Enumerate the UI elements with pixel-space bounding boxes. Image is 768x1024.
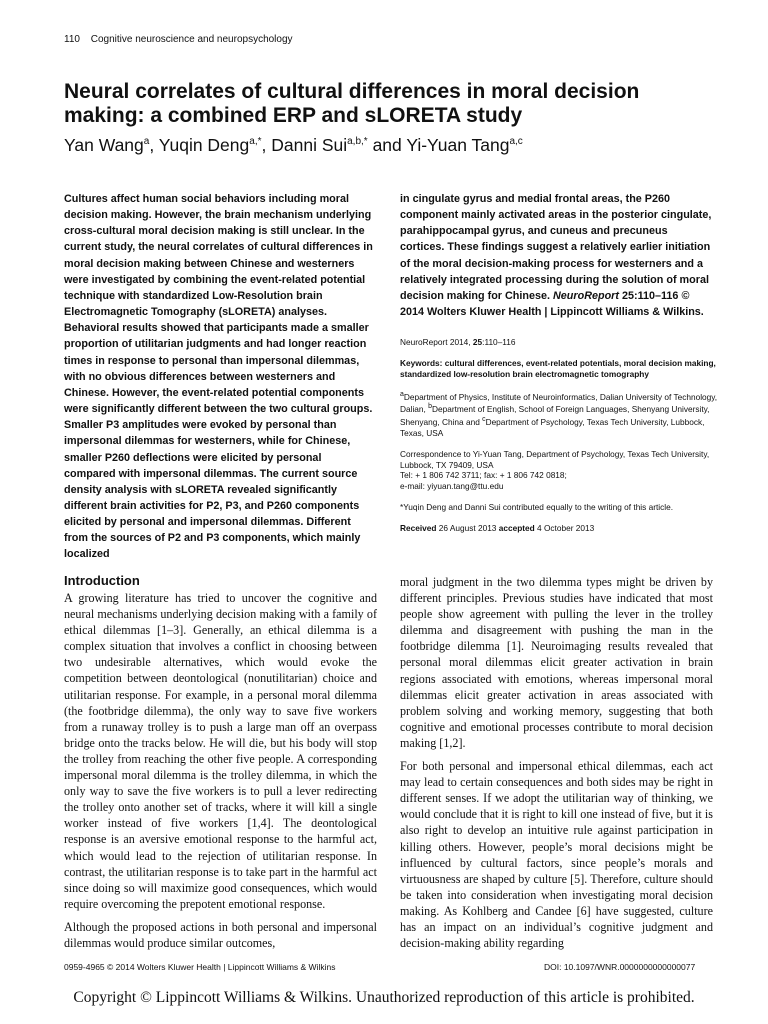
author-affiliation-sup: a,b,* bbox=[347, 136, 368, 147]
accepted-label: accepted bbox=[498, 523, 535, 534]
copyright-symbol: © bbox=[681, 289, 690, 302]
citation-journal: NeuroReport bbox=[400, 337, 448, 347]
author-separator: and bbox=[367, 134, 407, 155]
author-name: Danni Sui bbox=[271, 134, 348, 155]
article-title: Neural correlates of cultural differences in moral decision making: a combined ERP and sLORETA study bbox=[64, 80, 640, 127]
author-affiliation-sup: a bbox=[143, 136, 150, 147]
affiliation-sup: b bbox=[428, 403, 432, 411]
body-paragraph: moral judgment in the two dilemma types might be driven by different principles. Previous studies have indicated that most people show agreement with pulling the lever in the trolley dilemma and disagreement with pushing the man in the footbridge dilemma [1]. Neuroimaging results revealed that personal moral dilemmas elicit greater activation in brain regions associated with emotions, whereas impersonal moral dilemmas elicit greater activation in areas associated with problem solving and working memory, suggesting that both cognitive and emotional processes contribute to moral decision making [1,2]. bbox=[400, 575, 713, 750]
correspondence-email[interactable]: e-mail: yiyuan.tang@ttu.edu bbox=[400, 481, 504, 492]
running-head bbox=[64, 34, 293, 45]
received-label: Received bbox=[400, 523, 437, 534]
contribution-note: *Yuqin Deng and Danni Sui contributed equally to the writing of this article. bbox=[400, 502, 674, 513]
keywords-text: cultural differences, event-related potentials, moral decision making, standardized low-resolution brain electromagnetic tomography bbox=[400, 357, 716, 379]
citation-volume-pages: 25:110–116 bbox=[621, 289, 679, 302]
abstract-column-right bbox=[400, 191, 712, 320]
received-date: 26 August 2013 bbox=[438, 523, 497, 534]
copyright-notice: Copyright © Lippincott Williams & Wilkins. Unauthorized reproduction of this article is prohibited. bbox=[73, 989, 695, 1006]
author-name: Yi-Yuan Tang bbox=[406, 134, 510, 155]
section-heading-introduction: Introduction bbox=[64, 573, 140, 588]
author-name: Yuqin Deng bbox=[158, 134, 250, 155]
correspondence-phone: Tel: + 1 806 742 3711; fax: + 1 806 742 0818; bbox=[400, 470, 567, 481]
correspondence bbox=[400, 449, 718, 493]
author-separator: , bbox=[261, 134, 272, 155]
footer-doi: DOI: 10.1097/WNR.0000000000000077 bbox=[544, 962, 696, 972]
section-name: Cognitive neuroscience and neuropsychology bbox=[90, 34, 293, 45]
body-paragraph: For both personal and impersonal ethical dilemmas, each act may lead to certain consequences and both sides may be right in different senses. If we adopt the utilitarian way of thinking, we would conclude that it is right to kill one instead of five, but it is also right to develop an intuitive rule against participation in killing others. However, people’s moral decisions might be influenced by cultural factors, since people’s morals and virtuousness are shaped by culture [5]. Therefore, culture should be taken into consideration when investigating moral decision making. As Kohlberg and Candee [6] have suggested, culture has an impact on an individual’s cognitive judgment and decision-making ability regarding bbox=[400, 759, 713, 951]
affiliations bbox=[400, 390, 718, 439]
citation-publisher: 2014 Wolters Kluwer Health | Lippincott Williams & Wilkins. bbox=[400, 306, 704, 319]
correspondence-address: Correspondence to Yi-Yuan Tang, Department of Psychology, Texas Tech University, Lubbock, TX 79409, USA bbox=[400, 448, 710, 470]
affiliation-sup: a bbox=[400, 390, 404, 398]
citation-year: 2014, bbox=[449, 337, 471, 347]
body-paragraph: Although the proposed actions in both personal and impersonal dilemmas would produce similar outcomes, bbox=[64, 919, 377, 950]
body-column-left bbox=[64, 590, 377, 951]
abstract-text: in cingulate gyrus and medial frontal areas, the P260 component mainly activated areas in the posterior cingulate, parahippocampal gyrus, and cuneus and precuneus cortices. These findings suggest a relatively earlier initiation of the moral decision-making process for westerners and a relatively integrated processing during the solution of moral decision making for Chinese. bbox=[400, 193, 712, 302]
page-number: 110 bbox=[64, 34, 80, 45]
affiliation-text: Department of Physics, Institute of Neuroinformatics, Dalian University of Technology, Dalian, bbox=[400, 391, 718, 415]
journal-citation bbox=[400, 337, 718, 348]
abstract-column-left: Cultures affect human social behaviors including moral decision making. However, the brain mechanism underlying cross-cultural moral decision making is still unclear. In the current study, the neural correlates of cultural differences in moral decision making between Chinese and westerners were investigated by combining the event-related potential technique with standardized Low-Resolution brain Electromagnetic Tomography (sLORETA) analyses. Behavioral results showed that participants made a smaller proportion of utilitarian judgments and had longer reaction times in response to personal than impersonal dilemmas, with no obvious differences between westerners and Chinese. However, the event-related potential components were significantly different between the two cultural groups. Smaller P3 amplitudes were evoked by personal than impersonal dilemmas for westerners, while for Chinese, smaller P260 deflections were elicited by personal compared with impersonal dilemmas. The current source density analysis with sLORETA revealed significantly different brain activities for P2, P3, and P260 components elicited by personal and impersonal dilemmas. Different from the sources of P2 and P3 components, which mainly localized bbox=[64, 193, 373, 561]
affiliation-text: Department of English, School of Foreign Languages, Shenyang University, Shenyang, China and bbox=[400, 404, 710, 427]
accepted-date: 4 October 2013 bbox=[537, 523, 595, 534]
author-affiliation-sup: a,c bbox=[509, 136, 523, 147]
keywords bbox=[400, 358, 718, 380]
author-separator: , bbox=[149, 134, 159, 155]
dates bbox=[400, 523, 718, 534]
author-name: Yan Wang bbox=[64, 134, 144, 155]
body-paragraph: A growing literature has tried to uncover the cognitive and neural mechanisms underlying decision making with a family of ethical dilemmas [1–3]. Generally, an ethical dilemma is a complex situation that involves a conflict in choosing between two undesirable alternatives, which would evoke the competition between deontological (nonutilitarian) choice and utilitarian response. For example, in a personal moral dilemma (the footbridge dilemma), the only way to save five workers from a runaway trolley is to push a large man off an overpass bridge onto the tracks below. He will die, but his body will stop the trolley from reaching the other five people. A corresponding impersonal moral dilemma is the trolley dilemma, in which the only way to save the five workers is to pull a lever redirecting the trolley onto another set of tracks, where it will kill a single worker instead of five workers [1,4]. The deontological response is an aversive emotional response to the harmful act, which would lead to the rejection of utilitarian response. In contrast, the utilitarian response is to take part in the harmful act since doing so will maximize good consequences, which would require overcoming the prepotent emotional response. bbox=[64, 591, 377, 911]
affiliation-sup: c bbox=[482, 416, 486, 424]
footer-issn: 0959-4965 © 2014 Wolters Kluwer Health | Lippincott Williams & Wilkins bbox=[64, 962, 336, 972]
citation-volume: 25 bbox=[472, 337, 483, 347]
author-list bbox=[64, 131, 714, 156]
keywords-label: Keywords: bbox=[400, 357, 443, 368]
affiliation-text: Department of Psychology, Texas Tech University, Lubbock, Texas, USA bbox=[400, 416, 705, 438]
citation-pages: :110–116 bbox=[482, 337, 516, 347]
body-column-right bbox=[400, 574, 713, 951]
author-affiliation-sup: a,* bbox=[249, 136, 262, 147]
article-metadata bbox=[400, 337, 718, 544]
citation-journal: NeuroReport bbox=[553, 289, 619, 302]
